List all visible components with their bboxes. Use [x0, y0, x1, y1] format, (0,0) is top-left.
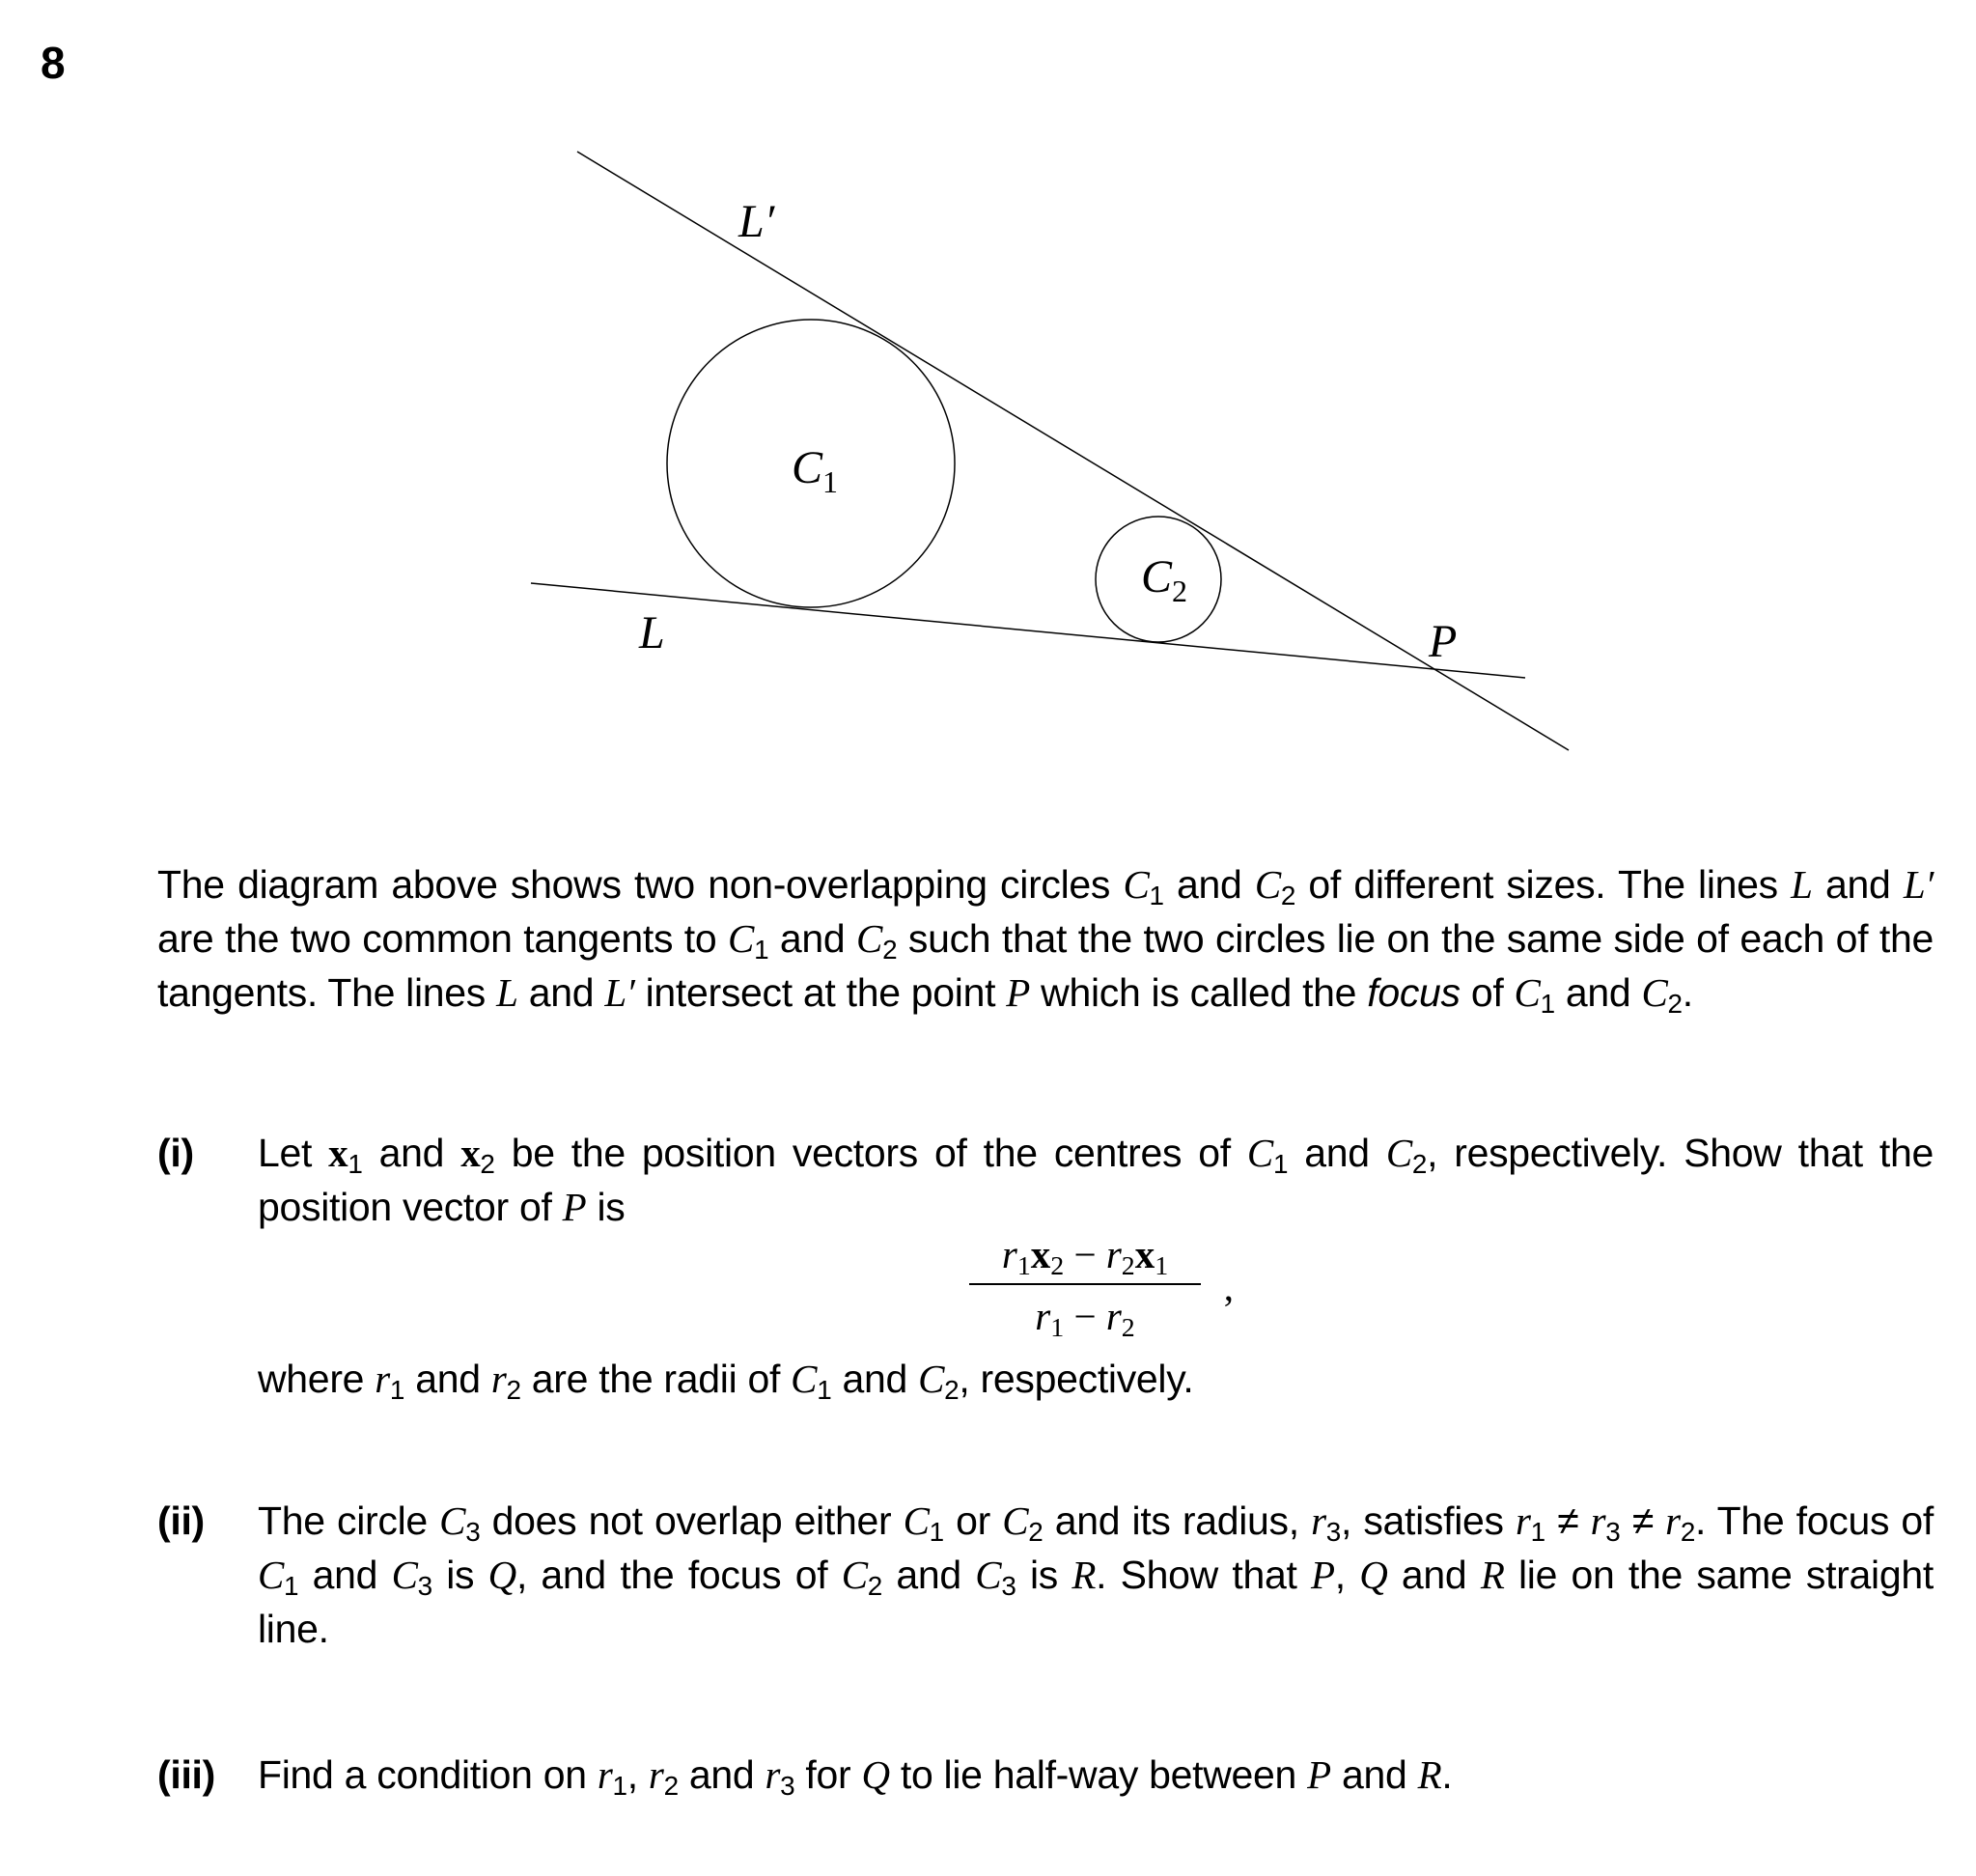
tangent-line-L: [531, 583, 1525, 678]
part-i-where-text: where $r_1$ and $r_2$ are the radii of $C_1$ and $C_2$, respectively.: [258, 1357, 1194, 1405]
label-L: L: [639, 607, 665, 658]
label-L-prime: L′: [738, 196, 775, 247]
part-i-label: (i): [157, 1131, 194, 1175]
tangent-circles-diagram: [0, 0, 1976, 772]
label-C2: $C_2$: [1141, 551, 1188, 608]
focus-term: focus: [1367, 970, 1461, 1015]
label-P: P: [1429, 616, 1458, 667]
formula-numerator: $r_1x_2 - r_2x_1$: [1001, 1232, 1169, 1281]
question-number: 8: [41, 38, 66, 88]
part-iii-label: (iii): [157, 1752, 215, 1797]
tangent-line-L-prime: [577, 152, 1569, 750]
part-ii-text: The circle $C_3$ does not overlap either $C_1$ or $C_2$ and its radius, $r_3$, satisfies $r_1 \ne r_3 \ne r_2$. The focus of $C_1$ and $C_3$ is Q, and the focus of $C_2$ and $C_3$ is R. Show that P, Q and R lie on the same straight line.: [258, 1498, 1934, 1651]
part-i-text: Let $x_1$ and $x_2$ be the position vectors of the centres of $C_1$ and $C_2$, respectively. Show that the position vector of P is: [258, 1131, 1934, 1229]
intro-paragraph: The diagram above shows two non-overlapping circles $C_1$ and $C_2$ of different sizes. The lines L and L′ are the two common tangents to $C_1$ and $C_2$ such that the two circles lie on the same side of each of the tangents. The lines L and L′ intersect at the point P which is called the focus of $C_1$ and $C_2$.: [157, 862, 1934, 1019]
formula-denominator: $r_1 - r_2$: [1035, 1294, 1135, 1343]
part-ii-label: (ii): [157, 1498, 205, 1543]
part-iii-text: Find a condition on $r_1$, $r_2$ and $r_3$ for Q to lie half-way between P and R.: [258, 1752, 1453, 1801]
fraction-bar: [969, 1283, 1201, 1285]
position-vector-formula: $r_1x_2 - r_2x_1$ $r_1 - r_2$ ,: [969, 1231, 1201, 1339]
label-C1: $C_1$: [792, 442, 839, 499]
